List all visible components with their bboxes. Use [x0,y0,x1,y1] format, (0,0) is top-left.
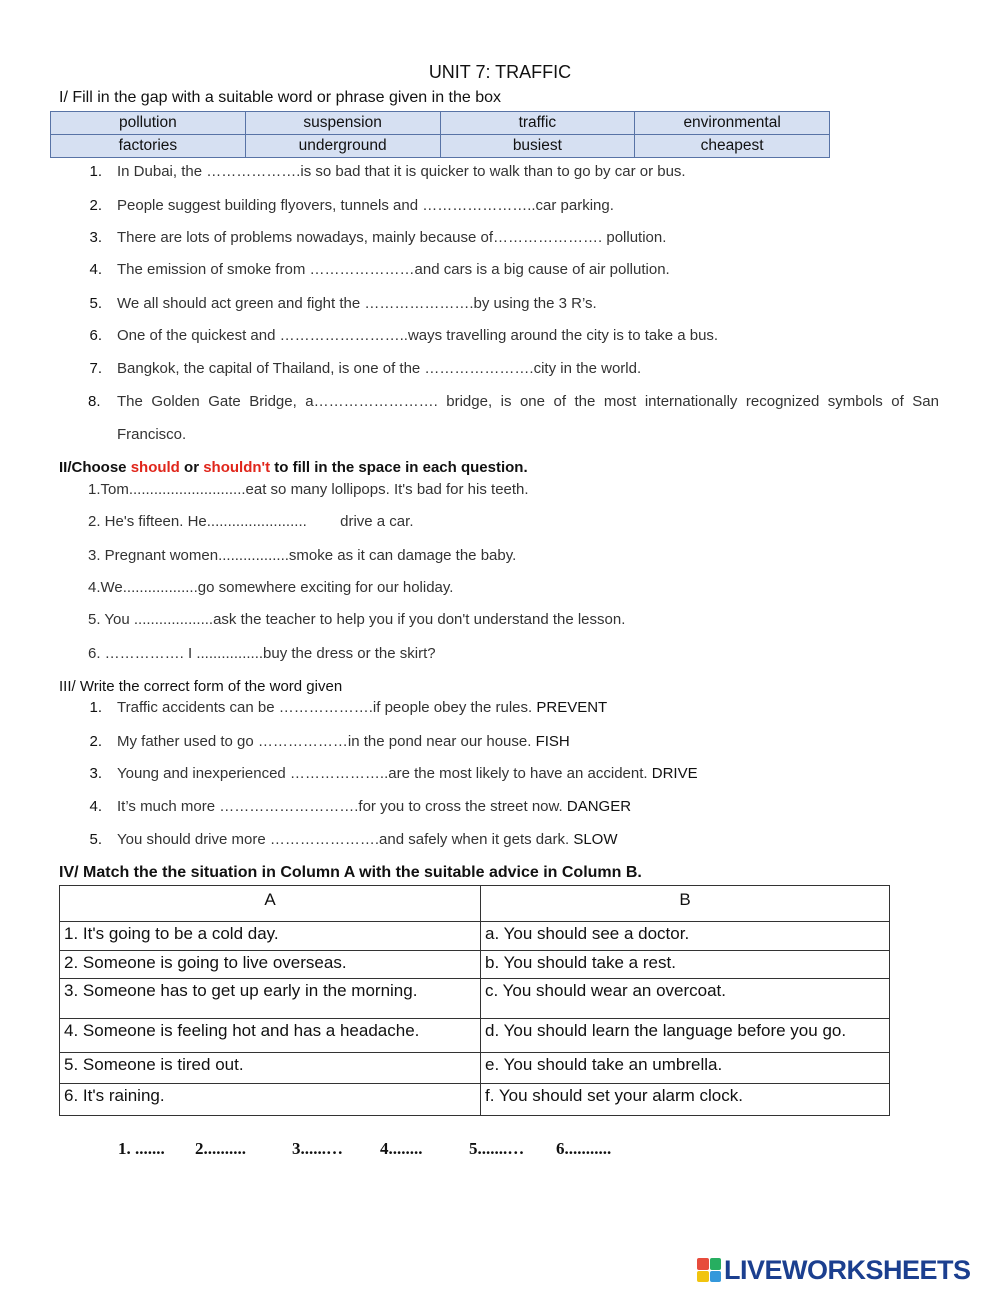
advice-cell: a. You should see a doctor. [481,922,890,951]
word-box [50,111,830,158]
item-number: 4. [89,261,102,278]
situation-cell: 3. Someone has to get up early in the morning. [60,979,481,1019]
advice-cell: b. You should take a rest. [481,951,890,979]
answer-blank-5: 5.......… [469,1139,525,1158]
situation-cell: 2. Someone is going to live overseas. [60,951,481,979]
word-box-cell: underground [245,135,440,158]
section-2-heading [59,459,528,476]
matching-table [59,885,890,1116]
section-1-heading: I/ Fill in the gap with a suitable word or phrase given in the box [59,89,502,106]
advice-cell: e. You should take an umbrella. [481,1053,890,1084]
word-box-cell: busiest [440,135,635,158]
s3-item-1 [89,699,608,716]
column-a-header: A [60,886,481,922]
s2-item-1: 1.Tom............................eat so many lollipops. It's bad for his teeth. [88,481,529,498]
s1-item-3 [89,229,667,246]
situation-cell: 6. It's raining. [60,1084,481,1116]
word-box-row [51,135,830,158]
item-number: 2. [89,197,102,214]
page-title: UNIT 7: TRAFFIC [428,62,572,82]
given-word: FISH [535,733,570,750]
s1-item-6 [89,327,719,344]
word-box-cell: environmental [635,112,830,135]
item-number: 1. [89,699,102,716]
s1-item-4 [89,261,670,278]
s3-item-2 [89,733,570,750]
brand-square [697,1271,709,1283]
s2-item-6: 6. ……………. I ................buy the dress or the skirt? [88,645,436,662]
word-box-cell: suspension [245,112,440,135]
s1-item-5 [89,295,597,312]
brand-square [697,1258,709,1270]
s3-item-4 [89,798,632,815]
item-number: 5. [89,295,102,312]
heading-text: or [179,459,204,476]
item-number: 6. [89,327,102,344]
word-box-cell: cheapest [635,135,830,158]
word-box-cell: pollution [51,112,246,135]
item-number: 4. [89,798,102,815]
brand-grid-icon [697,1258,721,1282]
advice-cell: d. You should learn the language before you go. [481,1019,890,1053]
heading-text: to fill in the space in each question. [270,459,528,476]
s1-item-1 [89,163,686,180]
s1-item-7 [89,360,642,377]
word-box-cell: factories [51,135,246,158]
item-number: 7. [89,360,102,377]
item-text: Traffic accidents can be ……………….if people obey the rules. [117,699,537,716]
item-text: The emission of smoke from …………………and cars is a big cause of air pollution. [117,261,670,278]
advice-cell: f. You should set your alarm clock. [481,1084,890,1116]
situation-cell: 1. It's going to be a cold day. [60,922,481,951]
item-number: 5. [89,831,102,848]
word-box-row [51,112,830,135]
item-text: We all should act green and fight the ………………….by using the 3 R’s. [117,295,597,312]
item-text: You should drive more ………………….and safely when it gets dark. [117,831,574,848]
table-row [60,1053,890,1084]
shouldnt-keyword: shouldn't [203,459,271,476]
item-text: There are lots of problems nowadays, mainly because of…………………. pollution. [117,229,667,246]
should-keyword: should [130,459,180,476]
liveworksheets-logo [697,1255,971,1285]
table-row [60,1019,890,1053]
table-row [60,979,890,1019]
s3-item-5 [89,831,618,848]
item-number: 3. [89,229,102,246]
table-row [60,951,890,979]
item-text: Bangkok, the capital of Thailand, is one of the ………………….city in the world. [117,360,642,377]
brand-name: LIVEWORKSHEETS [724,1254,971,1285]
answer-blank-1: 1. ....... [118,1139,165,1158]
s2-item-5: 5. You ...................ask the teacher to help you if you don't understand the lesson. [88,611,626,628]
word-box-cell: traffic [440,112,635,135]
s1-item-8-continued: Francisco. [117,426,187,443]
item-text: Young and inexperienced ………………..are the most likely to have an accident. [117,765,652,782]
item-number: 2. [89,733,102,750]
s2-item-3: 3. Pregnant women.................smoke as it can damage the baby. [88,547,517,564]
item-text: It’s much more ……………………….for you to cross the street now. [117,798,567,815]
brand-square [710,1258,722,1270]
item-number: 1. [89,163,102,180]
item-text: In Dubai, the ……………….is so bad that it is quicker to walk than to go by car or bus. [117,163,686,180]
item-number: 3. [89,765,102,782]
table-header-row [60,886,890,922]
given-word: SLOW [573,831,618,848]
table-row [60,922,890,951]
section-3-heading: III/ Write the correct form of the word given [59,678,343,695]
answer-blank-6: 6........... [556,1139,612,1158]
s2-item-2: 2. He's fifteen. He........................ drive a car. [88,513,414,530]
item-number: 8. [88,393,101,410]
table-row [60,1084,890,1116]
situation-cell: 5. Someone is tired out. [60,1053,481,1084]
given-word: DRIVE [651,765,698,782]
answer-blank-2: 2.......... [195,1139,246,1158]
s2-item-4: 4.We..................go somewhere exciting for our holiday. [88,579,454,596]
advice-cell: c. You should wear an overcoat. [481,979,890,1019]
brand-square [710,1271,722,1283]
column-b-header: B [481,886,890,922]
item-text: People suggest building flyovers, tunnels and …………………..car parking. [117,197,614,214]
section-4-heading: IV/ Match the the situation in Column A with the suitable advice in Column B. [59,864,642,881]
given-word: PREVENT [536,699,608,716]
item-text: The Golden Gate Bridge, a……………………. bridge, is one of the most internationally recognized symbols of San [117,393,939,410]
s1-item-2 [89,197,614,214]
situation-cell: 4. Someone is feeling hot and has a headache. [60,1019,481,1053]
item-text: One of the quickest and ……………………..ways travelling around the city is to take a bus. [117,327,719,344]
heading-text: II/Choose [59,459,131,476]
given-word: DANGER [566,798,632,815]
item-text: My father used to go ………………in the pond near our house. [117,733,536,750]
s1-item-8 [88,393,939,410]
s3-item-3 [89,765,698,782]
answer-blank-3: 3......… [292,1139,343,1158]
answer-blank-4: 4........ [380,1139,423,1158]
